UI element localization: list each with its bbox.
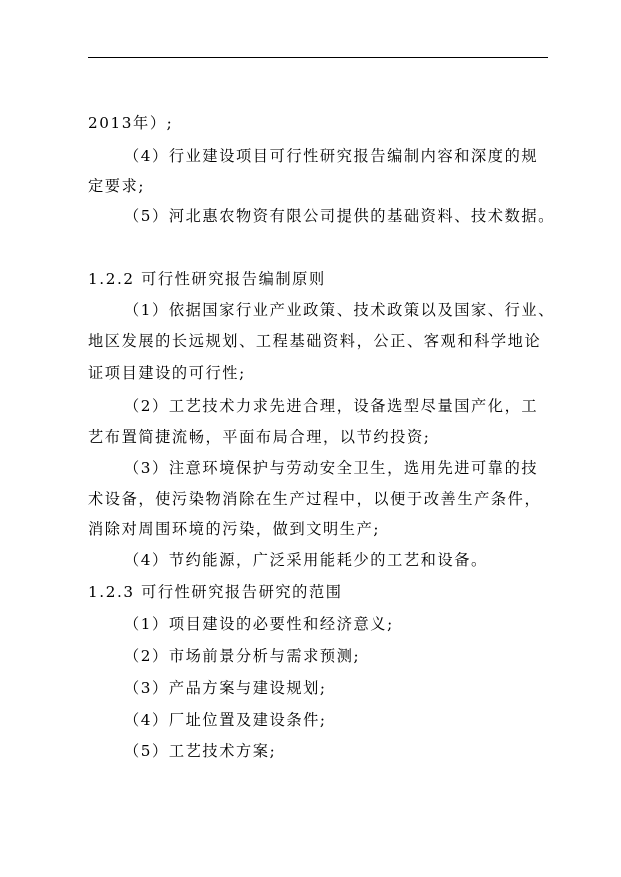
paragraph-line: 证项目建设的可行性; [88,364,246,382]
header-rule [88,57,548,58]
list-item: （5）工艺技术方案; [124,742,277,760]
paragraph-line: （5）河北惠农物资有限公司提供的基础资料、技术数据。 [124,207,555,225]
list-item: （1）项目建设的必要性和经济意义; [124,615,394,633]
section-heading-1-2-2: 1.2.2 可行性研究报告编制原则 [88,270,326,288]
paragraph-line: （4）行业建设项目可行性研究报告编制内容和深度的规 [124,147,539,165]
paragraph-line: 艺布置简捷流畅，平面布局合理，以节约投资; [88,428,431,446]
paragraph-line: 术设备，使污染物消除在生产过程中，以便于改善生产条件， [88,490,542,508]
paragraph-line: （4）节约能源，广泛采用能耗少的工艺和设备。 [124,551,488,569]
paragraph-line: 地区发展的长远规划、工程基础资料，公正、客观和科学地论 [88,332,542,350]
list-item: （4）厂址位置及建设条件; [124,711,327,729]
section-heading-1-2-3: 1.2.3 可行性研究报告研究的范围 [88,583,343,601]
paragraph-line: 消除对周围环境的污染，做到文明生产; [88,520,381,538]
paragraph-line: 定要求; [88,177,146,195]
paragraph-line: （3）注意环境保护与劳动安全卫生，选用先进可靠的技 [124,459,539,477]
paragraph-line: （2）工艺技术力求先进合理，设备选型尽量国产化，工 [124,397,539,415]
paragraph-line: （1）依据国家行业产业政策、技术政策以及国家、行业、 [124,301,555,319]
paragraph-line: 2013年）; [88,114,174,132]
list-item: （2）市场前景分析与需求预测; [124,647,361,665]
list-item: （3）产品方案与建设规划; [124,679,327,697]
